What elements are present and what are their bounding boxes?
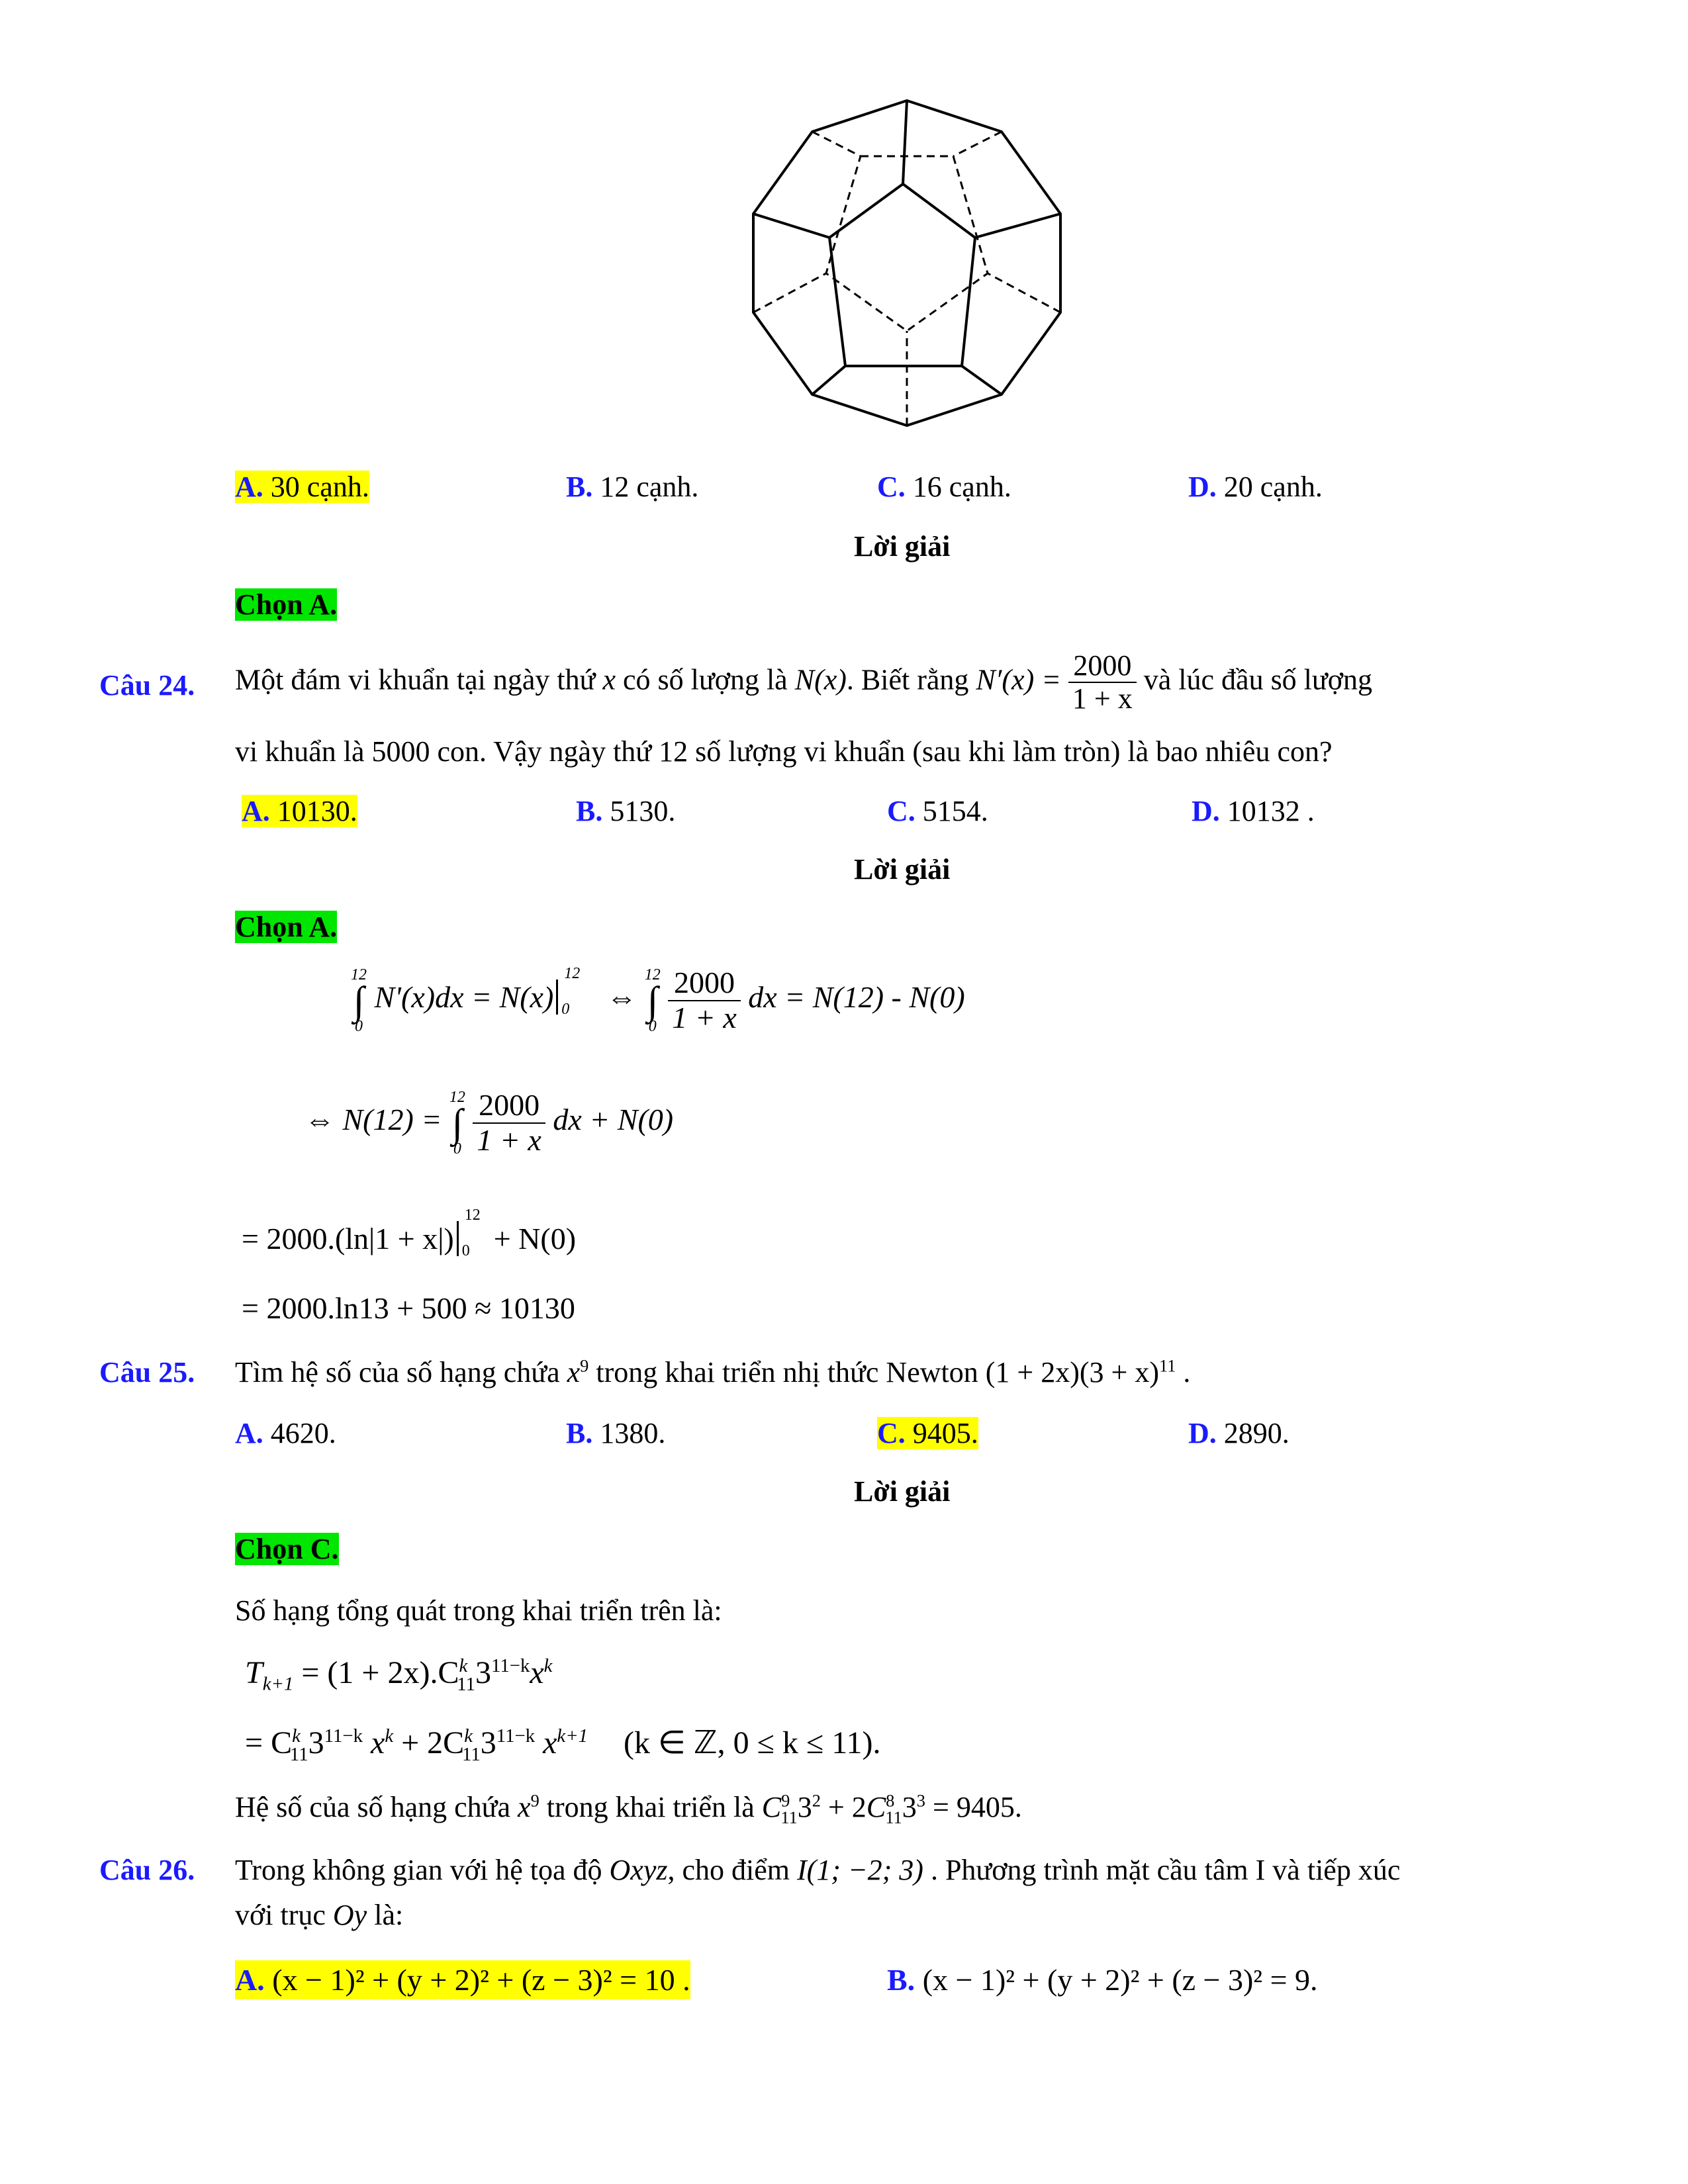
q23-option-a-label: A. — [235, 471, 263, 503]
q23-option-c-text: 16 cạnh. — [912, 471, 1011, 503]
q25-solution-line1: Số hạng tổng quát trong khai triển trên là: — [235, 1594, 722, 1627]
q25-label: Câu 25. — [99, 1356, 195, 1388]
q23-option-d-label: D. — [1188, 471, 1217, 503]
q23-option-b-text: 12 cạnh. — [600, 471, 699, 503]
q26-option-a: A. (x − 1)² + (y + 2)² + (z − 3)² = 10 . — [235, 1962, 690, 1997]
q24-math-line2: ⇔ N(12) = 12 ∫ 0 $\frac{2000}{1 + x}$ dx + N(0) — [305, 1088, 674, 1158]
q24-solution-title: Lời giải — [854, 853, 951, 886]
q24-choice: Chọn A. — [235, 911, 338, 943]
q24-option-a: A. 10130. — [242, 795, 357, 827]
q23-option-b — [566, 470, 698, 504]
q26-stem-line2: với trục Oy là: — [235, 1899, 404, 1931]
q25-solution-line4: Hệ số của số hạng chứa $x^9$ trong khai triển là $C^9_{11}3^2 + 2C^8_{11}3^3 = 9405$. — [235, 1790, 1022, 1827]
q24-math-line4: = 2000.ln13 + 500 ≈ 10130 — [242, 1291, 575, 1325]
q25-solution-title: Lời giải — [854, 1475, 951, 1508]
q26-stem-line1: Trong không gian với hệ tọa độ Oxyz, cho điểm I(1; −2; 3) . Phương trình mặt cầu tâm I và tiếp xúc — [235, 1854, 1401, 1886]
q26-option-b: B. (x − 1)² + (y + 2)² + (z − 3)² = 9. — [887, 1963, 1318, 1997]
q23-option-a-text: 30 cạnh. — [270, 471, 369, 503]
q23-option-c-label: C. — [877, 471, 906, 503]
q24-stem-line1: Một đám vi khuẩn tại ngày thứ x có số lượng là N(x). Biết rằng N′(x) = $\frac{2000}{1 + x}$ và lúc đầu số lượng — [235, 649, 1373, 715]
q23-option-d — [1188, 470, 1323, 504]
q24-label: Câu 24. — [99, 669, 195, 702]
q25-solution-line3: = $C^k_{11}3^{11-k}$ $x^k + 2C^k_{11}3^{11-k}$ $x^{k+1}$ (k ∈ ℤ, 0 ≤ k ≤ 11). — [245, 1725, 881, 1765]
q24-option-c: C. 5154. — [887, 795, 988, 827]
q24-fraction: $\frac{2000}{1 + x}$ — [1068, 650, 1137, 715]
q24-option-b: B. 5130. — [576, 795, 676, 827]
q25-solution-line2: $T_{k+1} = (1 + 2x).C^k_{11}3^{11-k}x^k$ — [245, 1655, 553, 1695]
q25-option-a: A. 4620. — [235, 1417, 336, 1449]
q25-stem: Tìm hệ số của số hạng chứa $x^9$ trong khai triển nhị thức Newton $(1 + 2x)(3 + x)^{11}$ . — [235, 1355, 1191, 1388]
dodecahedron-figure — [728, 93, 1086, 450]
q24-math-line1: 12 ∫ 0 N'(x)dx = N(x) 12 0 ⇔ 12 ∫ 0 $\frac{2000}{1 + x}$ dx = N(12) - N(0) — [351, 965, 965, 1035]
q24-math-line3: = 2000.(ln|1 + x|) 12 0 + N(0) — [242, 1206, 577, 1259]
q24-option-d: D. 10132 . — [1192, 795, 1315, 827]
q26-label: Câu 26. — [99, 1854, 195, 1886]
q23-option-c — [877, 470, 1011, 504]
q24-stem-line2: vi khuẩn là 5000 con. Vậy ngày thứ 12 số lượng vi khuẩn (sau khi làm tròn) là bao nhiêu con? — [235, 735, 1333, 768]
q25-option-c: C. 9405. — [877, 1417, 978, 1449]
q25-option-d: D. 2890. — [1188, 1417, 1289, 1449]
q25-option-b: B. 1380. — [566, 1417, 666, 1449]
q25-choice: Chọn C. — [235, 1533, 339, 1565]
q23-solution-title: Lời giải — [854, 530, 951, 563]
q23-option-d-text: 20 cạnh. — [1223, 471, 1323, 503]
q23-option-b-label: B. — [566, 471, 593, 503]
q23-option-a — [235, 470, 369, 504]
q23-choice: Chọn A. — [235, 588, 338, 621]
